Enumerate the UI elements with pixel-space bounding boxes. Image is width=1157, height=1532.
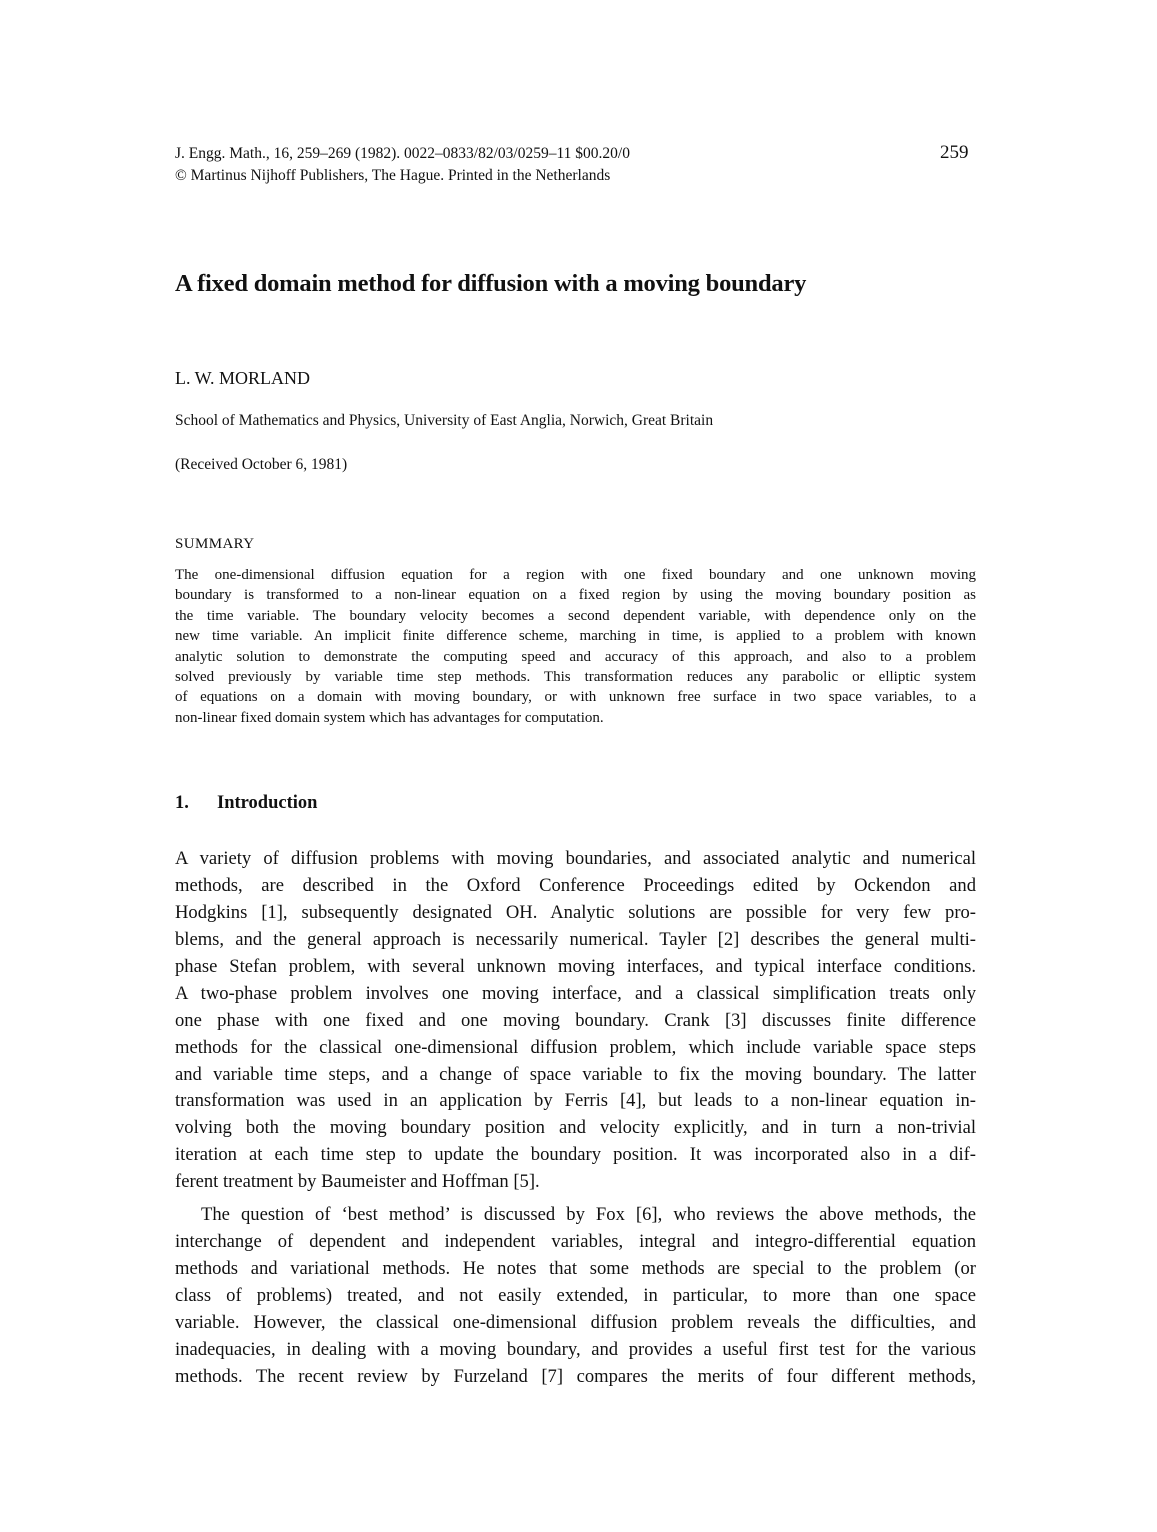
publisher-line: © Martinus Nijhoff Publishers, The Hague. Printed in the Netherlands — [175, 167, 611, 184]
author-name: L. W. MORLAND — [175, 368, 311, 388]
paper-title: A fixed domain method for diffusion with a moving boundary — [175, 270, 807, 297]
body-line: class of problems) treated, and not easily extended, in particular, to more than one space — [175, 1284, 976, 1306]
body-line: The question of ‘best method’ is discussed by Fox [6], who reviews the above methods, the — [201, 1204, 976, 1225]
page-number: 259 — [940, 142, 969, 163]
section-number: 1. — [175, 793, 189, 813]
body-line: Hodgkins [1], subsequently designated OH. Analytic solutions are possible for very few pro- — [175, 901, 976, 923]
body-line: methods. The recent review by Furzeland [7] compares the merits of four different methods, — [175, 1365, 976, 1387]
body-line: blems, and the general approach is necessarily numerical. Tayler [2] describes the general multi- — [175, 928, 976, 950]
body-line: ferent treatment by Baumeister and Hoffman [5]. — [175, 1171, 540, 1193]
summary-heading: SUMMARY — [175, 536, 255, 552]
body-line: variable. However, the classical one-dimensional diffusion problem reveals the difficulties, and — [175, 1311, 976, 1333]
body-line: transformation was used in an application by Ferris [4], but leads to a non-linear equation in- — [175, 1090, 976, 1112]
summary-line: non-linear fixed domain system which has advantages for computation. — [175, 709, 604, 726]
summary-abstract — [175, 565, 976, 728]
summary-line: boundary is transformed to a non-linear equation on a fixed region by using the moving boundary position as — [175, 587, 976, 604]
summary-line: analytic solution to demonstrate the computing speed and accuracy of this approach, and also to a problem — [175, 648, 976, 665]
body-line: one phase with one fixed and one moving boundary. Crank [3] discusses finite difference — [175, 1009, 976, 1031]
body-line: interchange of dependent and independent variables, integral and integro-differential equation — [175, 1230, 976, 1252]
intro-paragraph-1 — [175, 846, 976, 1196]
body-line: methods, are described in the Oxford Conference Proceedings edited by Ockendon and — [175, 874, 976, 896]
summary-line: new time variable. An implicit finite difference scheme, marching in time, is applied to a problem with known — [175, 628, 976, 645]
citation-line: J. Engg. Math., 16, 259–269 (1982). 0022–0833/82/03/0259–11 $00.20/0 — [175, 145, 630, 162]
body-line: methods and variational methods. He notes that some methods are special to the problem (or — [175, 1257, 976, 1279]
body-line: methods for the classical one-dimensional diffusion problem, which include variable space steps — [175, 1036, 976, 1058]
body-line: volving both the moving boundary position and velocity explicitly, and in turn a non-trivial — [175, 1117, 976, 1139]
body-line: phase Stefan problem, with several unknown moving interfaces, and typical interface conditions. — [175, 955, 976, 977]
body-line: A two-phase problem involves one moving interface, and a classical simplification treats only — [175, 982, 976, 1004]
summary-line: of equations on a domain with moving boundary, or with unknown free surface in two space variables, to a — [175, 689, 976, 706]
summary-line: solved previously by variable time step methods. This transformation reduces any parabolic or elliptic system — [175, 668, 976, 685]
author-affiliation: School of Mathematics and Physics, University of East Anglia, Norwich, Great Britain — [175, 412, 714, 429]
section-heading-introduction — [175, 793, 317, 814]
summary-line: The one-dimensional diffusion equation for a region with one fixed boundary and one unknown moving — [175, 567, 976, 583]
body-line: and variable time steps, and a change of space variable to fix the moving boundary. The latter — [175, 1063, 976, 1085]
intro-paragraph-2 — [175, 1202, 976, 1391]
received-date: (Received October 6, 1981) — [175, 456, 348, 473]
body-line: inadequacies, in dealing with a moving boundary, and provides a useful first test for the various — [175, 1338, 976, 1360]
summary-line: the time variable. The boundary velocity becomes a second dependent variable, with dependence only on the — [175, 607, 976, 624]
body-line: iteration at each time step to update the boundary position. It was incorporated also in a dif- — [175, 1144, 976, 1166]
section-title: Introduction — [217, 793, 318, 813]
body-line: A variety of diffusion problems with moving boundaries, and associated analytic and numerical — [175, 848, 976, 869]
